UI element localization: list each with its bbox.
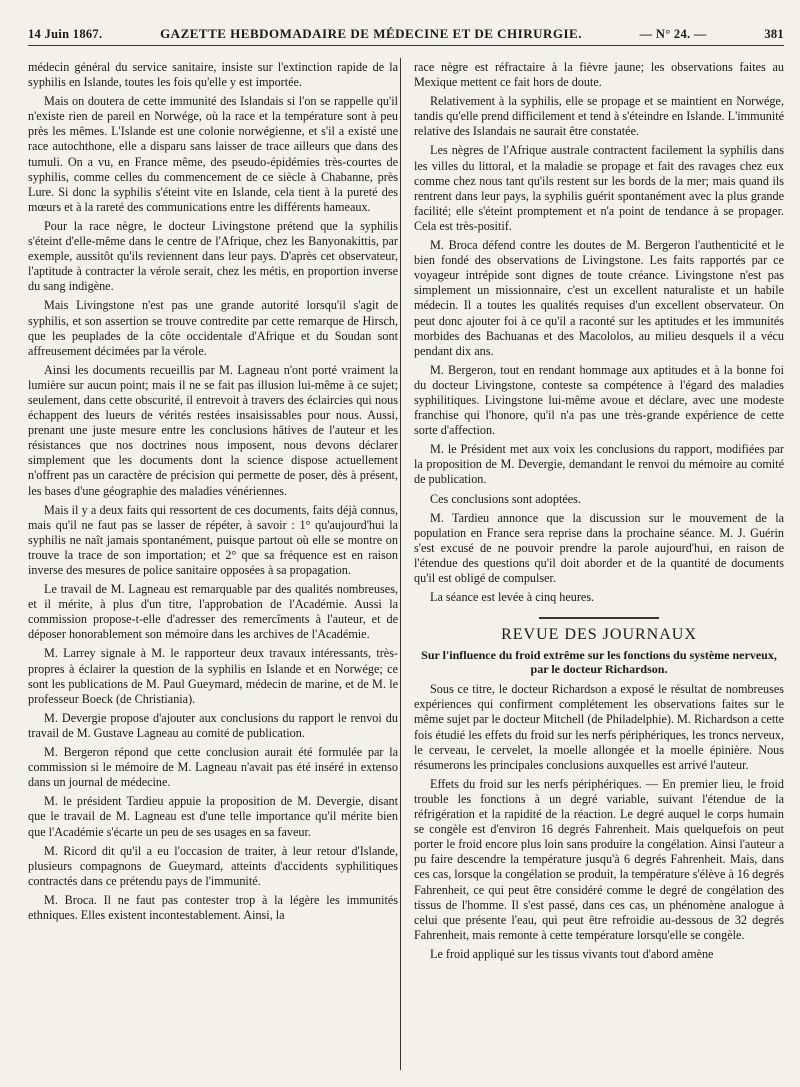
running-header [28, 26, 784, 46]
paragraph: Ces conclusions sont adoptées. [430, 491, 581, 506]
paragraph: M. Ricord dit qu'il a eu l'occasion de traiter, à leur retour d'Islande, plusieurs compagnons de Gueymard, atteints d'accidents syphilitiques contractés dans ce prétendu pays de l'immunité. [28, 843, 398, 888]
section-rubric: REVUE DES JOURNAUX [501, 626, 697, 644]
paragraph: Mais il y a deux faits qui ressortent de ces documents, faits déjà connus, mais qu'il ne faut pas se lasser de répéter, à savoir : 1° qu'aujourd'hui la syphilis ne naît jamais spontanément, puisque partout où elle se montre on trouve la trace de son importation; et 2° que sa fréquence est en raison inverse des mesures de police sanitaire opposées à sa propagation. [28, 502, 398, 577]
paragraph: M. Bergeron, tout en rendant hommage aux aptitudes et à la bonne foi du docteur Livingstone, conteste sa compétence à l'égard des maladies syphilitiques. Livingstone lui-même avoue et déclare, avec une modeste franchise qui l'honore, qu'il n'a pas une très-grande expérience de cette sorte d'affection. [414, 362, 784, 438]
paragraph: race nègre est réfractaire à la fièvre jaune; les observations faites au Mexique mettent ce fait hors de doute. [414, 60, 784, 90]
paragraph: M. le président Tardieu appuie la proposition de M. Devergie, disant que le travail de M. Lagneau est d'une telle importance qu'il mérite bien que l'Académie s'écarte un peu de ses usages en sa faveur. [28, 794, 398, 839]
article-subhead: Sur l'influence du froid extrême sur les fonctions du système nerveux, par le docteur Richardson. [421, 648, 777, 677]
paragraph: Le travail de M. Lagneau est remarquable par des qualités nombreuses, et il mérite, à plus d'un titre, l'approbation de l'Académie. Aussi la commission propose-t-elle d'adresser des remercîments à l'auteur, et de déposer honorablement son mémoire dans les archives de l'Académie. [28, 582, 398, 642]
paragraph: Pour la race nègre, le docteur Livingstone prétend que la syphilis s'éteint d'elle-même dans le centre de l'Afrique, chez les Banyonakittis, par exemple, aussitôt qu'ils reviennent dans leur pays. D'après cet observateur, l'aptitude à contracter la vérole serait, chez les métis, en proportion inverse du sang indigène. [28, 218, 398, 294]
paragraph: M. Devergie propose d'ajouter aux conclusions du rapport le renvoi du travail de M. Gustave Lagneau au comité de publication. [28, 710, 398, 740]
section-rule [539, 617, 659, 619]
paragraph: Relativement à la syphilis, elle se propage et se maintient en Norwége, tandis qu'elle prend difficilement et tend à s'éteindre en Islande. L'immunité relative des Islandais ne saurait être constatée. [414, 94, 784, 139]
paragraph: M. Tardieu annonce que la discussion sur le mouvement de la population en France sera reprise dans la prochaine séance. M. J. Guérin s'est excusé de ne pouvoir prendre la parole aujourd'hui, en raison de l'étendue des questions qu'il doit aborder et de la quantité de documents qu'il est obligé de compulser. [414, 510, 784, 585]
paragraph: M. Broca défend contre les doutes de M. Bergeron l'authenticité et le bien fondé des observations de Livingstone. Les faits rapportés par ce voyageur intrépide sont dignes de toute créance. Livingstone n'est pas simplement un missionnaire, c'est un excellent naturaliste et un habile médecin. Il a toutes les qualités requises d'un excellent observateur. On peut donc ajouter foi à ce qu'il a raconté sur les aptitudes et les immunités morbides des Bachuanas et des Macololos, au milieu desquels il a vécu pendant dix ans. [414, 238, 784, 358]
right-column [414, 60, 784, 966]
paragraph: Ainsi les documents recueillis par M. Lagneau n'ont porté vraiment la lumière sur aucun point; mais il ne se fait pas illusion lui-même à ce sujet; seulement, dans cette obscurité, il entrevoit à travers des éclaircies qui nous échappent des lueurs de vérités restées insaisissables pour nous. Aussi, prenant une juste mesure entre les conclusions hâtives de l'auteur et les résistances que nos doctrines nous imposent, nous devons déclarer simplement que les documents dont la science dispose actuellement n'offrent pas un caractère de précision qui permette de poser, dès à présent, les bases d'une géographie des maladies vénériennes. [28, 362, 398, 498]
paragraph: Les nègres de l'Afrique australe contractent facilement la syphilis dans les villes du littoral, et la maladie se propage et fait des ravages chez eux comme chez nous tant qu'ils restent sur les bords de la mer; mais quand ils rentrent dans leur pays, la syphilis guérit spontanément avec la plus grande facilité; elle s'éteint promptement et n'a point de tendance à se propager. Cela est très-positif. [414, 143, 784, 233]
paragraph: M. Larrey signale à M. le rapporteur deux travaux intéressants, très-propres à éclairer la question de la syphilis en Islande et en Norwége; ce sont les publications de M. Paul Gueymard, médecin de marine, et de M. le professeur Boeck (de Christiania). [28, 646, 398, 706]
paragraph: M. le Président met aux voix les conclusions du rapport, modifiées par la proposition de M. Devergie, demandant le renvoi du mémoire au comité de publication. [414, 442, 784, 487]
paragraph: Mais on doutera de cette immunité des Islandais si l'on se rappelle qu'il n'existe rien de pareil en Norwége, où la race et la température sont à peu près les mêmes. L'Islande est une colonie norwégienne, et s'il a existé une race autochthone, elle a disparu sans laisser de trace ailleurs que dans des tumuli. On a vu, en France même, des pseudo-épidémies très-courtes de syphilis, comme celles du commencement de ce siècle à Chabanne, près Lure. Si donc la syphilis s'éteint vite en Islande, cela tient à la pureté des mœurs et à la rareté des communications entre les différents hameaux. [28, 94, 398, 214]
left-column [28, 60, 398, 927]
header-title: GAZETTE HEBDOMADAIRE DE MÉDECINE ET DE CHIRURGIE. [160, 26, 582, 41]
paragraph: médecin général du service sanitaire, insiste sur l'extinction rapide de la syphilis en Islande, toutes les fois qu'elle y est importée. [28, 60, 398, 90]
paragraph: Effets du froid sur les nerfs périphériques. — En premier lieu, le froid trouble les fonctions à un degré variable, suivant l'étendue de la réfrigération et la rapidité de la réaction. Le degré auquel le corps humain se congèle est d'environ 16 degrés Fahrenheit. Mais quelquefois on peut porter le froid encore plus loin sans produire la congélation. Ainsi l'auteur a pu faire descendre la température jusqu'à 6 degrés Fahrenheit. Mais, dans ces cas, lorsque la congélation se produit, la température s'élève à 16 degrés Fahrenheit, ce qui peut être considéré comme le degré de congélation des tissus de l'homme. Il s'est passé, dans ces cas, un phénomène analogue à celui que présente l'eau, qui peut être refroidie au-dessous de 32 degrés Fahrenheit, mais remonte à cette température lorsqu'elle se congèle. [414, 776, 784, 942]
paragraph: Sous ce titre, le docteur Richardson a exposé le résultat de nombreuses expériences qui confirment complétement les observations faites sur le même sujet par le docteur Mitchell (de Philadelphie). M. Richardson a cette fois étudié les effets du froid sur les nerfs périphériques, les troncs nerveux, le cerveau, le cervelet, la moelle allongée et la moelle épinière. Nous résumerons les principales conclusions auxquelles est arrivé l'auteur. [414, 682, 784, 772]
paragraph: M. Broca. Il ne faut pas contester trop à la légère les immunités ethniques. Elles existent incontestablement. Ainsi, la [28, 892, 398, 922]
paragraph: Le froid appliqué sur les tissus vivants tout d'abord amène [430, 946, 714, 961]
header-issue: — N° 24. — [639, 27, 707, 41]
header-page-number: 381 [764, 27, 784, 41]
paragraph: Mais Livingstone n'est pas une grande autorité lorsqu'il s'agit de syphilis, et son assertion se trouve contredite par cette remarque de Hirsch, que les peuplades de la côte occidentale d'Afrique et du Soudan sont affreusement décimées par la vérole. [28, 298, 398, 358]
column-divider [400, 58, 401, 1070]
header-date: 14 Juin 1867. [28, 27, 103, 41]
paragraph: La séance est levée à cinq heures. [430, 590, 595, 605]
paragraph: M. Bergeron répond que cette conclusion aurait été formulée par la commission si le mémoire de M. Lagneau n'avait pas été inséré in extenso dans un journal de médecine. [28, 745, 398, 790]
